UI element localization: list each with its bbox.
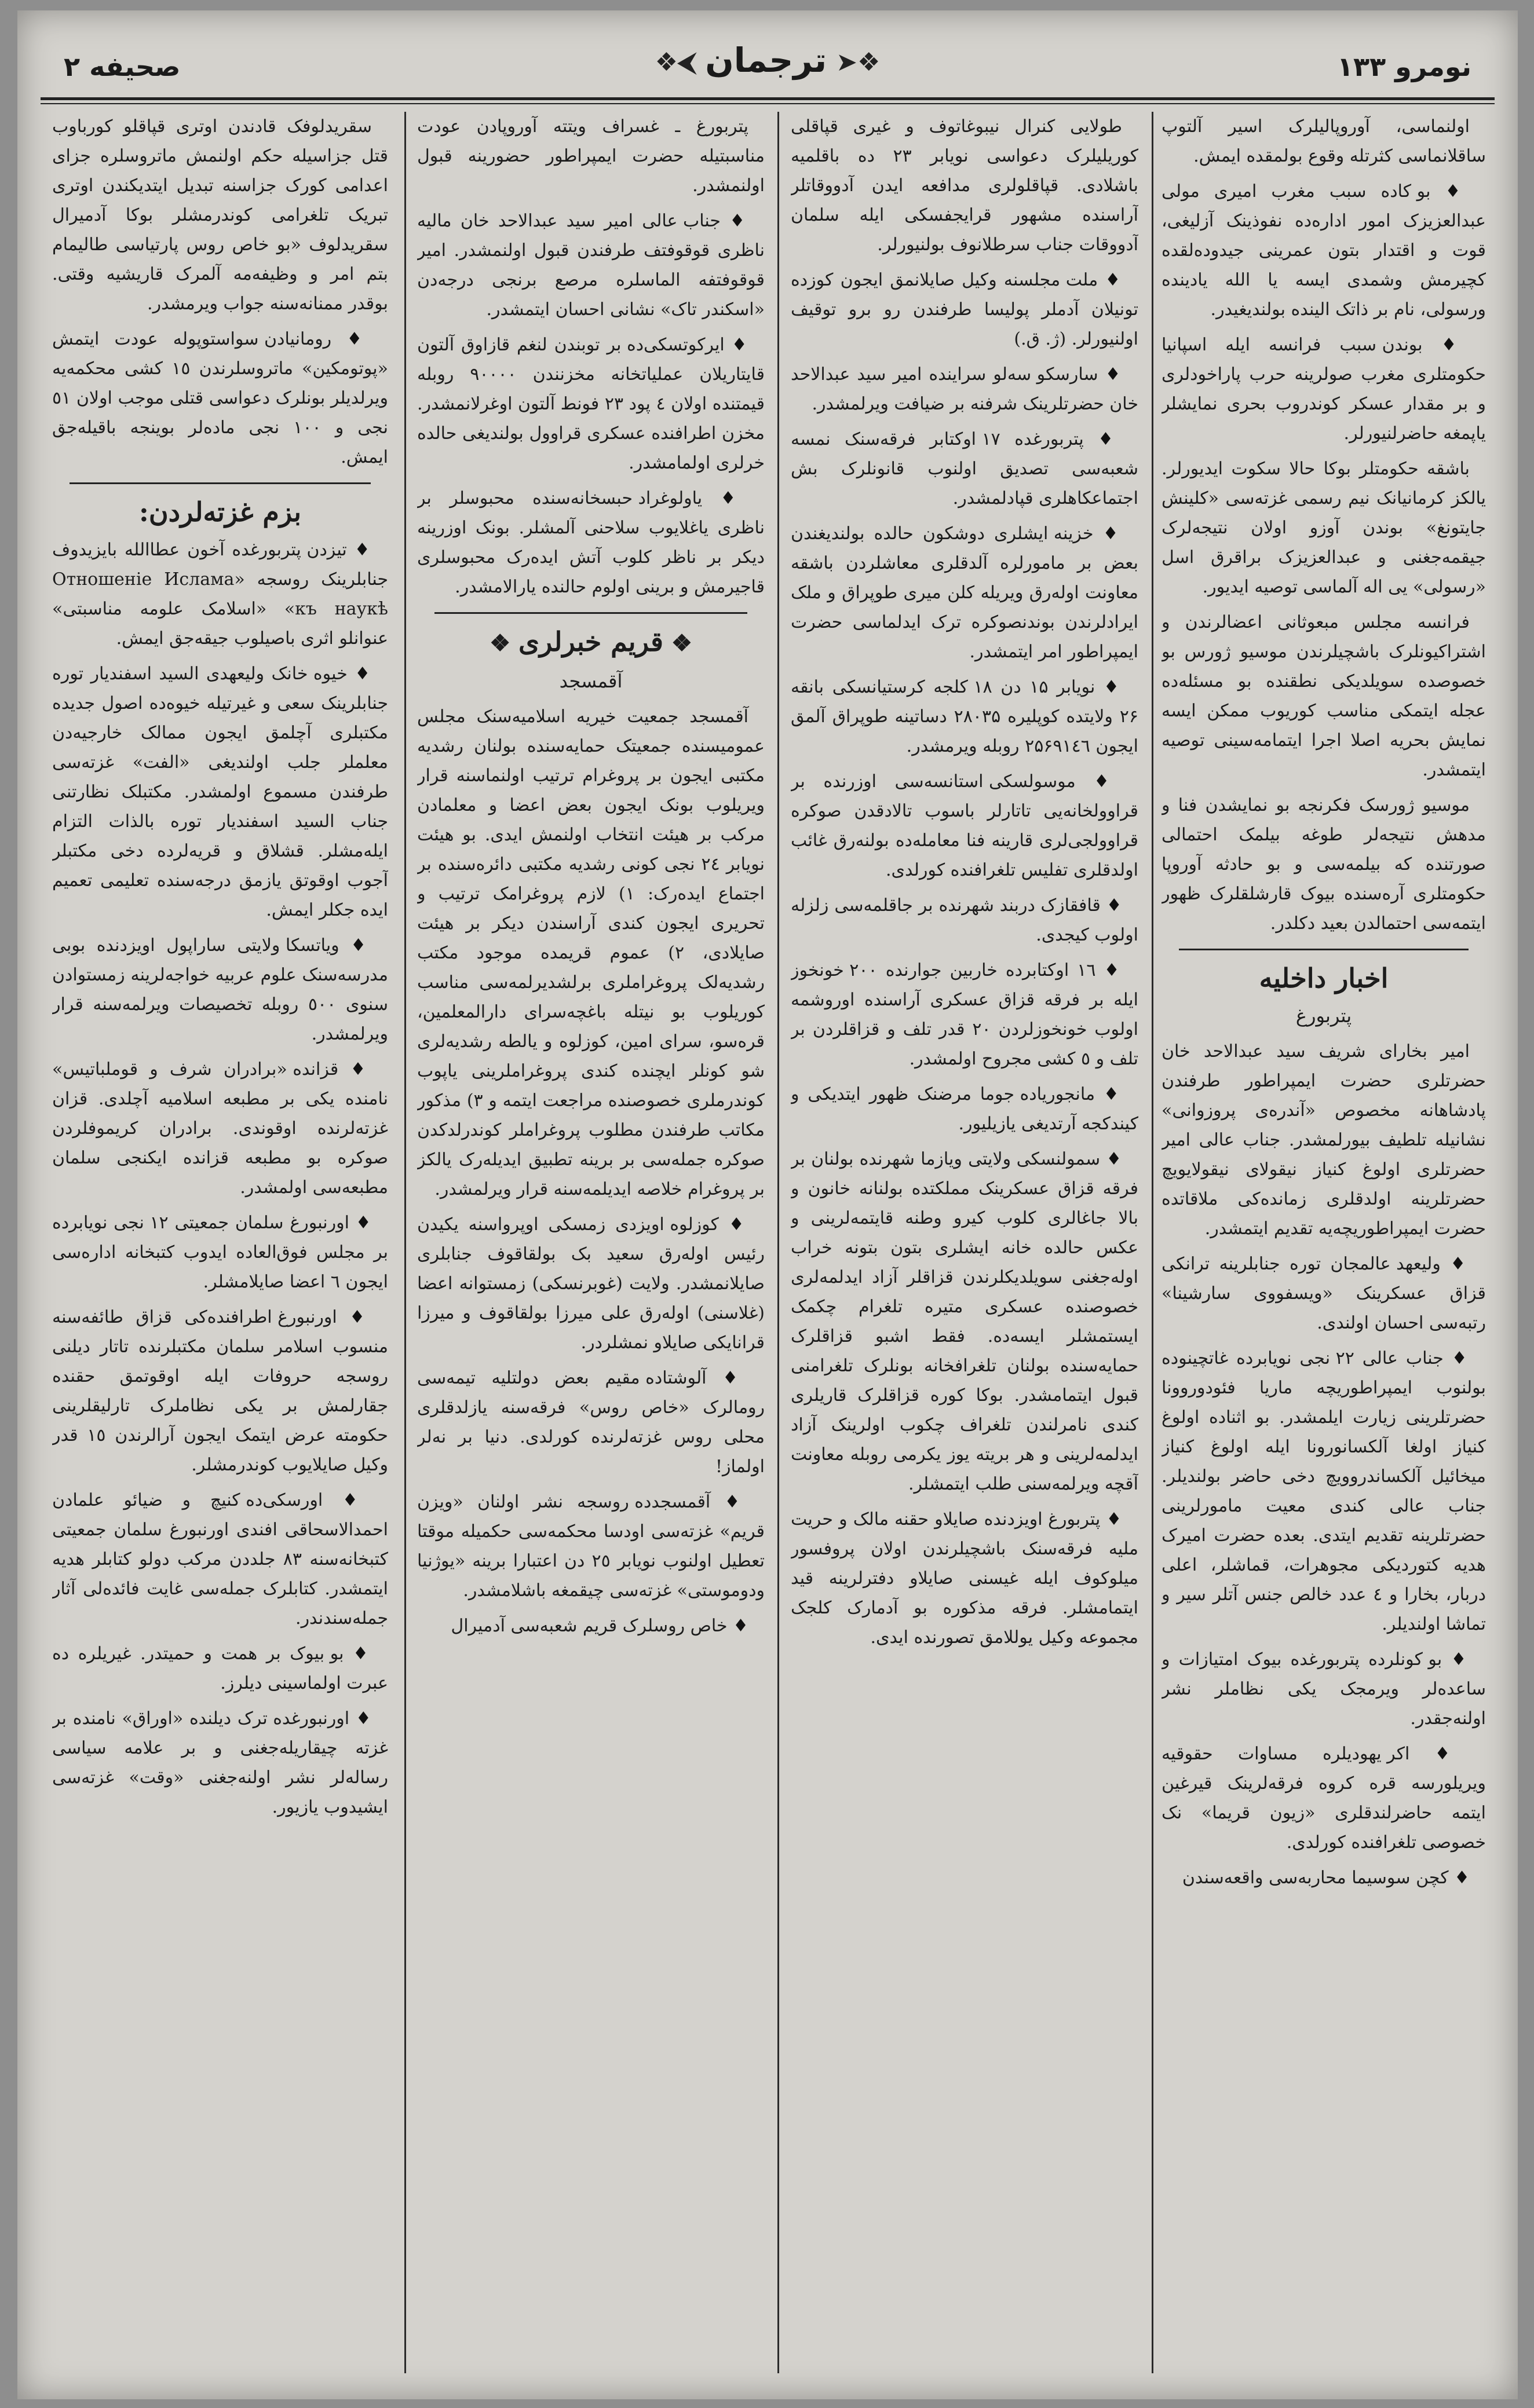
paragraph: ♦ اورنبورغ اطرافنده‌کی قزاق طائفه‌سنه منسوب اسلامر سلمان مکتبلرنده تاتار دیلنی روسجه حروفات ایله اوقوتمق حقنده جقارلمش بر یکی نظاملرک تارلیقلرینی حکومته عرض ایتمک ایجون آرالرندن ۱٥ قدر وکیل صایلایوب کوندرمشلر.: [52, 1302, 388, 1480]
paragraph: ♦ ملت مجلسنه وکیل صایلانمق ایجون کوزده تونیلان آدملر پولیسا طرفندن رو برو توقیف اولنیورلر. (ژ. ق.): [791, 265, 1138, 354]
column-right: [1162, 112, 1486, 2373]
paragraph: ♦ اورنبورغده ترک دیلنده «اوراق» نامنده بر غزته چیقاریله‌جغنی و بر علامه سیاسی رساله‌لر نشر اولنه‌جغنی «وقت» غزته‌سی ایشیدوب یازیور.: [52, 1704, 388, 1822]
column-left: [52, 112, 388, 2373]
paragraph: ♦ بو کونلرده پتربورغده بیوک امتیازات و ساعده‌لر ویرمجک یکی نظاملر نشر اولنه‌جقدر.: [1162, 1645, 1486, 1733]
ornament-right-icon: ⮜❖: [655, 47, 696, 78]
paragraph: ♦ مانجوریاده جوما مرضنک ظهور ایتدیکی و کیندکجه آرتدیغی یازیلیور.: [791, 1079, 1138, 1139]
paragraph: ♦ ولیعهد عالمجان توره جنابلرینه ترانکی قزاق عسکرینک «ویسفووی سارشینا» رتبه‌سی احسان اولندی.: [1162, 1249, 1486, 1338]
column-center-right: [791, 112, 1138, 2373]
paragraph: ♦ بو کاده سبب مغرب امیری مولی عبدالعزیزک امور اداره‌ده نفوذینک آزلیغی، قوت و اقتدار بتون عمرینی جیدوده‌لقده کچیرمش وشمدی ایسه یا الله یادینده ورسولی، نام بر ذاتک الینده بولندیغیدر.: [1162, 177, 1486, 324]
paragraph: ♦ بو بیوک بر همت و حمیتدر. غیریلره ده عبرت اولماسینی دیلرز.: [52, 1639, 388, 1698]
column-rule: [404, 112, 406, 2373]
paragraph: ♦ بوندن سبب فرانسه ایله اسپانیا حکومتلری مغرب صولرینه حرب پاراخودلری و بر مقدار عسکر کوندروب بحری نمایشلر یاپمغه حاضرلنیورلر.: [1162, 330, 1486, 448]
section-title: بزم غزته‌لردن:: [138, 496, 302, 528]
masthead: [646, 41, 890, 80]
paragraph: ♦ پتربورغ اویزدنده صایلاو حقنه مالک و حریت ملیه فرقه‌سنک باشچیلرندن اولان پروفسور میلوکوف ایله غیسنی صایلاو دفترلرینه قید ایتمامشلر. فرقه مذکوره بو آدمارک کلجک مجموعه وکیل یوللامق تصورنده ایدی.: [791, 1505, 1138, 1652]
section-title: اخبار داخلیه: [1259, 963, 1389, 994]
paragraph: ♦ آلوشتاده مقیم بعض دولتلیه تیمه‌سی رومالرک «خاص روس» فرقه‌سنه یازلدقلری محلی روس غزته‌لرنده کورلدی. دنیا بر نه‌لر اولماز!: [417, 1363, 765, 1481]
section-divider: [434, 612, 747, 614]
paragraph: ♦ نویابر ۱۵ دن ۱۸ کلجه کرستیانسکی بانقه ۲۶ ولایتده کوپلیره ۲۸۰۳۵ دساتینه طوپراق آلمق ایجون ۲۵۶۹۱٤٦ روبله ویرمشدر.: [791, 672, 1138, 761]
paragraph: ♦ ویاتسکا ولایتی ساراپول اویزدنده بوبی مدرسه‌سنک علوم عربیه خواجه‌لرینه زمستوادن سنوی ٥۰۰ روبله تخصیصات ویرلمه‌سنه قرار ویرلمشدر.: [52, 931, 388, 1049]
paragraph: باشقه حکومتلر بوکا حالا سکوت ایدیورلر. یالکز کرمانیانک نیم رسمی غزته‌سی «کلینش جایتونغ» بوندن آوزو اولان نتیجه‌لرک جیقمه‌جغنی و عبدالعزیزک براقرق اسل «رسولی» یی اله آلماسی توصیه ایدیور.: [1162, 459, 1486, 597]
paragraph: ♦ کوزلوه اویزدی زمسکی اوپرواسنه یکیدن رئیس اوله‌رق سعید بک بولقاقوف جنابلری صایلانمشدر. ولایت (غوبرنسکی) زمستوانه اعضا (غلاسنی) اوله‌رق علی میرزا بولقاقوف و میرزا قرانایکی صایلاو نمشلردر.: [417, 1210, 765, 1357]
paragraph: ♦ پتربورغده ۱۷ اوکتابر فرقه‌سنک نمسه شعبه‌سی تصدیق اولنوب قانونلرک بش اجتماعکاهلری قپادلمشدر.: [791, 424, 1138, 513]
paragraph: ♦ ایرکوتسکی‌ده بر توبندن لنغم قازاوق آلتون قایتاریلان عملیاتخانه مخزنندن ۹۰۰۰۰ روبله قیمتنده اولان ٤ پود ۲۳ فونط آلتون اوغرلانمشدر. مخزن اطرافنده عسکری قراوول بولندیغی حالده خرلری اولمامشدر.: [417, 330, 765, 478]
paragraph: ♦ سارسکو سه‌لو سراینده امیر سید عبدالاحد خان حضرتلرینک شرفنه بر ضیافت ویرلمشدر.: [791, 360, 1138, 419]
column-center-left: [417, 112, 765, 2373]
paragraph: ♦ قافقازک دربند شهرنده بر جاقلمه‌سی زلزله اولوب کیجدی.: [791, 891, 1138, 950]
paragraph: فرانسه مجلس مبعوثانی اعضالرندن و اشتراکیونلرک باشچیلرندن موسیو ژورس بو خصوصده سویلدیکی نطقنده بو مسئله‌ده عجله ایتمکی مناسب کوریوب ممکن ایسه نمایش بحریه اصلا اجرا ایتمامه‌سینی توصیه ایتمشدر.: [1162, 612, 1486, 780]
paragraph: ♦ خاص روسلرک قریم شعبه‌سی آدمیرال: [417, 1611, 765, 1641]
header-rule: [41, 97, 1495, 100]
section-subtitle: آقمسجد: [559, 670, 623, 692]
ornament-icon: ❖: [671, 630, 692, 657]
newspaper-name: ترجمان: [705, 41, 827, 80]
paragraph: امیر بخارای شریف سید عبدالاحد خان حضرتلری حضرت ایمپراطور طرفندن پادشاهانه مخصوص «آندره‌ی پروزوانی» نشانیله تلطیف بیورلمشدر. جناب عالی امیر حضرتلری اولوغ کنیاز نیقولای نیقولایویچ حضرتلرینه اولدقلری زمانده‌کی ملاقاتده حضرت ایمپراطوریچه‌یه تقدیم ایتمشدر.: [1162, 1041, 1486, 1239]
column-rule: [777, 112, 779, 2373]
issue-number-label: نومرو ۱۳۳: [1336, 51, 1471, 82]
header-rule-thin: [41, 103, 1495, 104]
paragraph: ♦ تیزدن پتربورغده آخون عطاالله بایزیدوف جنابلرینک روسجه «Отношеніе Ислама къ наукѣ» «اسلامک علومه مناسبتی» عنوانلو اثری باصیلوب جیقه‌جق ایمش.: [52, 535, 388, 653]
section-title-text: قریم خبرلری: [518, 626, 663, 657]
section-divider: [1179, 949, 1469, 950]
page-number-label: صحیفه ۲: [64, 51, 181, 82]
paragraph: آقمسجد جمعیت خیریه اسلامیه‌سنک مجلس عمومیسنده جمعیتک حمایه‌سنده بولنان رشدیه مکتبی ایجون بر پروغرام ترتیب اولنماسنه قرار ویریلوب بونک ایجون بعض اعضا و معلمادن مرکب بر هیئت انتخاب اولنمش ایدی. بو هیئت نویابر ۲٤ نجی کونی رشدیه مکتبی دائره‌سنده بر اجتماع ایده‌رک: ۱) لازم پروغرامک ترتیب و تحریری ایجون کندی آراسندن دیکر بر هیئت صایلادی، ۲) عموم قریمده موجود مکتب رشدیه‌لک پروغراملری برلشدیرلمه‌سی مناسب کوریلوب بو نیتله باغچه‌سرای دارالمعلمین، قره‌سو، سرای امین، کوزلوه و یالطه رشدیه‌لری شو کونلر ایچنده کندی پروغراملرینی یاپوب کوندرملری خصوصنده مراجعت ایتمه و ۳) مذکور مکاتب طرفندن مطلوب پروغراملر کوندرلدکدن صوکره جمله‌سی بر برینه تطبیق ایدیله‌رک یالکز بر پروغرام خلاصه ایدیلمه‌سنه قرار ویرلمشدر.: [417, 707, 765, 1199]
section-subtitle: پتربورغ: [1295, 1005, 1352, 1027]
paragraph: ♦ سمولنسکی ولایتی ویازما شهرنده بولنان بر فرقه قزاق عسکرینک مملکتده بولنانه خانون و بالا جاغالری کلوب کیرو وطنه قایتمه‌لرینی و عکس حالده خانه ایشلری بتون بتونه خراب اوله‌جغنی سویلدیکلرندن قزاقلر آزاد ایدلمه‌لری خصوصنده عسکری متیره تلغرام چکمک ایستمشلر ایسه‌ده. فقط اشبو قزاقلرک حمایه‌سنده بولنان تلغرافخانه بونلرک تلغرامنی قبول ایتمامشدر. بوکا کوره قزاقلرک قاریلری کندی نامرلندن تلغراف چکوب اولرینک آزاد ایدلمه‌لرینی و هر بریته یوز یکرمی روبله معاونت آقچه ویرلمه‌سنی طلب ایتمشلر.: [791, 1144, 1138, 1499]
paragraph: ♦ رومانیادن سواستوپوله عودت ایتمش «پوتومکین» ماتروسلرندن ۱٥ کشی محکمه‌یه ویرلدیلر بونلرک دعواسی قتلی موجب اولان ٥۱ نجی و ۱۰۰ نجی ماده‌لر بوینجه باقیله‌جق ایمش.: [52, 324, 388, 472]
paragraph: ♦ کچن سوسیما محاربه‌سی واقعه‌سندن: [1162, 1863, 1486, 1893]
paragraph: ♦ جناب عالی ۲۲ نجی نویابرده غاتچینوده بولنوب ایمپراطوریچه ماریا فئودوروونا حضرتلرینی زیارت ایلمشدر. بو اثناده اولوغ کنیاز اولغا آلکسانورونا ایله اولوغ کنیاز میخائیل آلکساندروویچ دخی حاضر بولندیلر. جناب عالی کندی معیت مامورلرینی حضرتلرینه تقدیم ایتدی. بعده حضرت امیرک هدیه کتوردیکی مجوهرات، قماشلر، اعلی دربار، بخارا و ٤ عدد خالص جنس آتلر سیر و تماشا اولندیلر.: [1162, 1344, 1486, 1639]
paragraph: ♦ یاولوغراد حبسخانه‌سنده محبوسلر بر ناظری یاغلایوب سلاحنی آلمشلر. بونک اوزرینه دیکر بر ناظر کلوب آتش ایده‌رک محبوسلری قاجیرمش و برینی اولوم حالنده یارالامشدر.: [417, 484, 765, 602]
paragraph: طولایی کنرال نیبوغاتوف و غیری قپاقلی کوریلیلرک دعواسی نویابر ۲۳ ده باقلمیه باشلادی. قپاقلولری مدافعه ایدن آدووقاتلر آراسنده مشهور قرایجفسکی ایله سلمان آدووقات جناب سرطلانوف بولنیورلر.: [791, 116, 1138, 255]
column-body: [1162, 112, 1486, 1893]
column-rule: [1152, 112, 1153, 2373]
page-header: [41, 34, 1495, 103]
paragraph: ♦ خزینه ایشلری دوشکون حالده بولندیغندن بعض بر مامورلره آلدقلری معاشلردن باشقه معاونت اوله‌رق ویریله کلن میری طوپراق و ملک ایرادلرندن بوندنصوکره ترک ایدلماسی حضرت ایمپراطور امر ایتمشدر.: [791, 519, 1138, 667]
paragraph: سقریدلوفک قادندن اوتری قپاقلو کورباوب قتل جزاسیله حکم اولنمش ماتروسلره جزای اعدامی کورک جزاسنه تبدیل ایتدیکندن اوتری تبریک تلغرامی کوندرمشلر بوکا آدمیرال سقریدلوف «بو خاص روس پارتیاسی طالیمام بتم امر و وظیفه‌مه آلمرک قاریشیه وقتی. بوقدر ممنانه‌سنه جواب ویرمشدر.: [52, 116, 388, 314]
paragraph: ♦ موسولسکی استانسه‌سی اوزرنده بر قراوولخانه‌یی تاتارلر باسوب تالادقدن صوکره قراوولجی‌لری قارینه فنا معامله‌ده بولنه‌رق غائب اولدقلری تفلیس تلغرافنده کورلدی.: [791, 767, 1138, 885]
paragraph: موسیو ژورسک فکرنجه بو نمایشدن فنا و مدهش نتیجه‌لر طوغه بیلمک احتمالی صورتنده که بیلمه‌سی و بو حادثه آوروپا حکومتلری آره‌سنده بیوک قارشلقلرک ظهور ایتمه‌سی احتمالدن بعید دکلدر.: [1162, 795, 1486, 934]
paragraph: ♦ ۱٦ اوکتابرده خاربین جوارنده ۲۰۰ خونخوز ایله بر فرقه قزاق عسکری آراسنده اوروشمه اولوب خونخوزلردن ۲۰ قدر تلف و قزاقلردن بر تلف و ٥ کشی مجروح اولمشدر.: [791, 956, 1138, 1074]
paragraph: ♦ قزانده «برادران شرف و قوملباتیس» نامنده یکی بر مطبعه اسلامیه آچلدی. قزان غزته‌لرنده اوقوندی. برادران کریموفلردن صوکره بو مطبعه قزانده ایکنجی سلمان مطبعه‌سی اولمشدر.: [52, 1055, 388, 1202]
ornament-left-icon: ❖➤: [836, 47, 881, 78]
ornament-icon: ❖: [490, 630, 511, 657]
paragraph: ♦ جناب عالی امیر سید عبدالاحد خان مالیه ناظری قوقوفتف طرفندن قبول اولنمشدر. امیر قوقوفتفه الماسلره مرصع برنجی درجه‌دن «اسکندر تاک» نشانی احسان ایتمشدر.: [417, 206, 765, 324]
paragraph: ♦ اکر یهودیلره مساوات حقوقیه ویریلورسه قره کروه فرقه‌لرینک قیرغین ایتمه حاضرلندقلری «زیون قریما» نک خصوصی تلغرافنده کورلدی.: [1162, 1739, 1486, 1857]
section-divider: [70, 482, 371, 484]
paragraph: پتربورغ ـ غسراف ویتته آوروپادن عودت مناسبتیله حضرت ایمپراطور حضورینه قبول اولنمشدر.: [417, 116, 765, 196]
paragraph: ♦ اورسکی‌ده کنیچ و ضیائو علمادن احمدالاسحاقی افندی اورنبورغ سلمان جمعیتی کتبخانه‌سنه ۸۳ جلددن مرکب دولو کتابلر هدیه ایتمشدر. کتابلرک جمله‌سی غایت فائده‌لی آثار جمله‌سندندر.: [52, 1485, 388, 1633]
paragraph: ♦ اورنبورغ سلمان جمعیتی ۱۲ نجی نویابرده بر مجلس فوق‌العاده ایدوب کتبخانه اداره‌سی ایجون ٦ اعضا صایلامشلر.: [52, 1208, 388, 1297]
newspaper-page: [17, 10, 1518, 2399]
paragraph: ♦ خیوه خانک ولیعهدی السید اسفندیار توره جنابلرینک سعی و غیرتیله خیوه‌ده اصول جدیده مکتبلری آچلمق ایجون ممالک خارجیه‌دن معلملر جلب اولندیغی «الفت» غزته‌سی طرفندن مسموع اولمشدر. مکتبلک نظارتنی جناب السید اسفندیار توره بالذات التزام ایله‌مشلر. قشلاق و قریه‌لرده دخی مکتبلر آجوب اوقوتق یازمق درجه‌سنده تعلیمی تعمیم ایده جکلر ایمش.: [52, 659, 388, 925]
paragraph: اولنماسی، آوروپالیلرک اسیر آلتوپ ساقلانماسی کثرتله وقوع بولمقده ایمش.: [1162, 116, 1486, 166]
section-title: [417, 624, 765, 661]
paragraph: ♦ آقمسجدده روسجه نشر اولنان «ویزن قریم» غزته‌سی اودسا محکمه‌سی حکمیله موقتا تعطیل اولنوب نویابر ۲٥ دن اعتبارا برینه «یوژنیا ودوموستی» غزته‌سی چیقمغه باشلامشدر.: [417, 1487, 765, 1605]
